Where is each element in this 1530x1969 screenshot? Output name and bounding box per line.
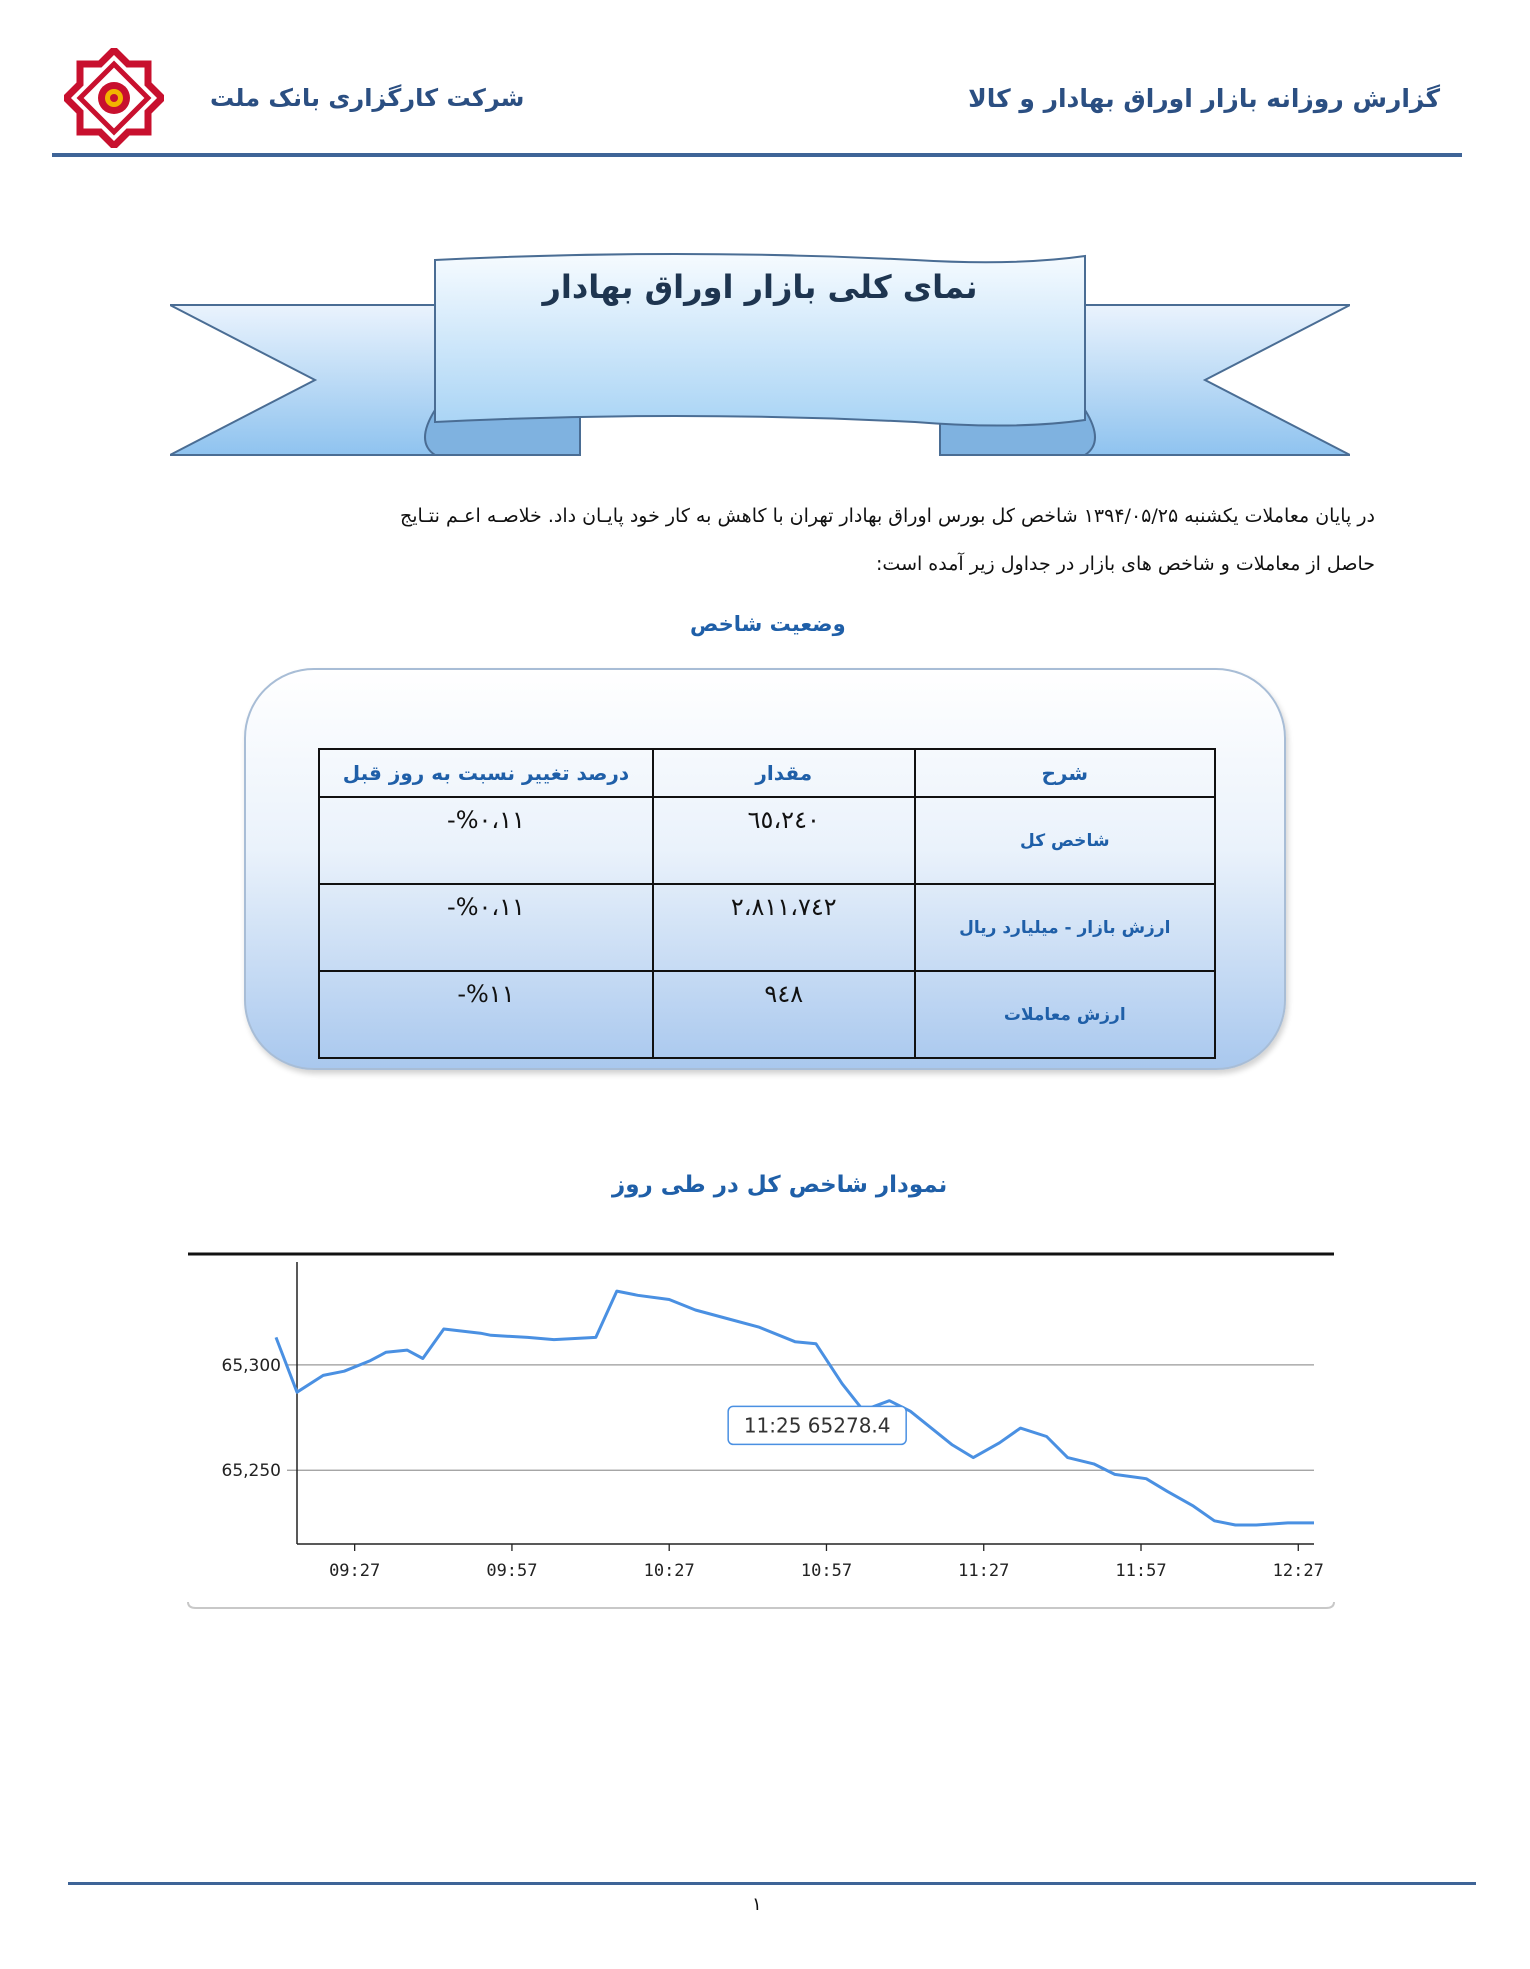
row-change: -%۱۱ (319, 971, 653, 1058)
x-tick-label: 12:27 (1272, 1561, 1324, 1581)
table-row (319, 797, 1215, 884)
chart-frame-bottom (188, 1602, 1334, 1608)
footer-divider (68, 1882, 1476, 1885)
header-value: مقدار (653, 749, 915, 797)
intro-paragraph (135, 492, 1375, 588)
page-number: ۱ (752, 1894, 762, 1915)
row-desc: ارزش بازار - میلیارد ریال (915, 884, 1215, 971)
company-name: شرکت کارگزاری بانک ملت (210, 84, 525, 112)
row-change: -%۰،۱۱ (319, 884, 653, 971)
intro-line-1: در پایان معاملات یکشنبه ۱۳۹۴/۰۵/۲۵ شاخص کل بورس اوراق بهادار تهران با کاهش به کار خود پایـان داد. خلاصـه اعـم نتـایج (399, 505, 1375, 527)
chart-tooltip (728, 1406, 906, 1444)
x-tick-label: 09:57 (486, 1561, 538, 1581)
row-desc: ارزش معاملات (915, 971, 1215, 1058)
bank-mellat-logo-icon (64, 48, 164, 148)
banner-title: نمای کلی بازار اوراق بهادار (542, 268, 978, 306)
x-tick-label: 10:27 (643, 1561, 695, 1581)
table-row (319, 971, 1215, 1058)
row-value: ۲،۸۱۱،۷٤۲ (653, 884, 915, 971)
index-status-table (318, 748, 1216, 1059)
x-tick-label: 10:57 (800, 1561, 853, 1581)
report-title: گزارش روزانه بازار اوراق بهادار و کالا (968, 84, 1440, 113)
y-tick-label: 65,300 (221, 1355, 281, 1376)
intro-line-2: حاصل از معاملات و شاخص های بازار در جداول زیر آمده است: (876, 553, 1375, 575)
table-row (319, 884, 1215, 971)
header-divider (52, 153, 1462, 157)
index-status-title: وضعیت شاخص (690, 612, 846, 636)
header-desc: شرح (915, 749, 1215, 797)
y-tick-label: 65,250 (221, 1461, 281, 1482)
row-desc: شاخص کل (915, 797, 1215, 884)
table-header-row (319, 749, 1215, 797)
x-tick-label: 11:27 (958, 1561, 1010, 1581)
x-tick-label: 09:27 (329, 1561, 381, 1581)
row-value: ٦٥،٢٤٠ (653, 797, 915, 884)
tooltip-label: 11:25 65278.4 (743, 1413, 891, 1438)
intraday-index-chart (186, 1250, 1336, 1610)
header-change: درصد تغییر نسبت به روز قبل (319, 749, 653, 797)
x-tick-label: 11:57 (1115, 1561, 1167, 1581)
row-value: ۹٤۸ (653, 971, 915, 1058)
chart-section-title: نمودار شاخص کل در طی روز (612, 1172, 948, 1198)
row-change: -%۰،۱۱ (319, 797, 653, 884)
